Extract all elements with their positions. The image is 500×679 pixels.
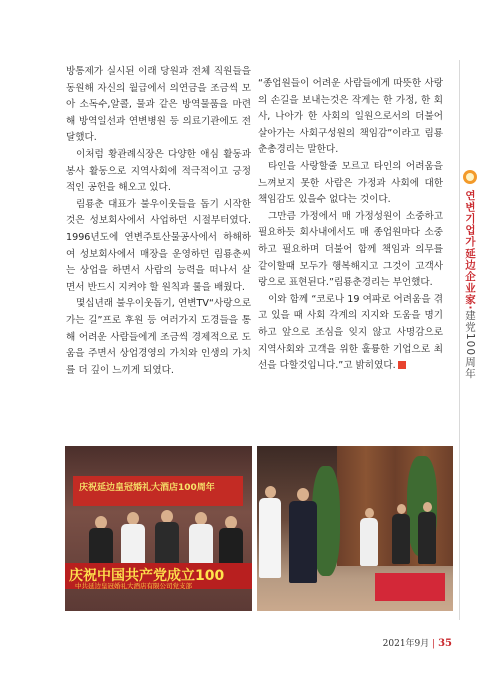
person <box>360 518 378 566</box>
chef <box>259 498 281 578</box>
magazine-logo-icon <box>463 170 477 184</box>
paragraph-last <box>258 292 443 375</box>
paragraph: “종업원들이 어려운 사람들에게 따뜻한 사랑의 손길을 보내는것은 작게는 한 가정, 한 회사, 나아가 한 사회의 일원으로서의 더불어 살아가는 사회구성원의 책임감”이라고 림룡춘총경리는 말한다. <box>258 78 443 156</box>
paragraph: 타인을 사랑할줄 모르고 타인의 어려움을 느껴보지 못한 사람은 가정과 사회에 대한 책임감도 있을수 없다는 것이다. <box>258 160 443 206</box>
sign-text: 庆祝中国共产党成立100 <box>69 568 225 584</box>
person <box>121 524 145 568</box>
person-head <box>397 504 406 514</box>
person <box>155 522 179 568</box>
banner-text: 庆祝延边皇冠婚礼大酒店100周年 <box>79 483 215 493</box>
section-title-chinese: 延边企业家· <box>464 247 476 310</box>
section-subtitle: 建党100周年 <box>464 310 476 380</box>
photo-ceremony <box>65 446 252 611</box>
section-tab <box>456 170 484 380</box>
person-head <box>265 486 276 498</box>
section-title-korean: 연변기업가 <box>464 190 476 248</box>
photo-table <box>375 573 445 601</box>
person <box>189 524 213 568</box>
end-mark-icon <box>398 361 406 369</box>
article-column-right <box>258 76 443 375</box>
paragraph-text: 이와 함께 “코로나 19 여파로 어려움을 겪고 있을 때 사회 각계의 지지와 도움을 명기하고 앞으로 조심을 잊지 않고 사명감으로 지역사회와 고객을 위한 훌륭한 기업으로 최선을 다할것입니다.”고 밝히였다. <box>258 293 443 372</box>
page-number: 35 <box>438 638 452 649</box>
person-head <box>365 508 374 518</box>
photo-backdrop-banner <box>73 476 243 506</box>
speaker <box>289 501 317 583</box>
celebration-sign <box>65 563 252 589</box>
paragraph: 이처럼 황관례식장은 다양한 애심 활동과 봉사 활동으로 지역사회에 적극적이고 긍정적인 공헌을 해오고 있다. <box>66 148 251 194</box>
article-column-left <box>66 64 251 379</box>
person-head <box>423 502 432 512</box>
paragraph: 그만큼 가정에서 매 가정성원이 소중하고 필요하듯 회사내에서도 매 종업원마다 소중하고 필요하며 더불어 함께 책임과 의무를 같이할때 모두가 행복해지고 그것이 고객사랑으로 표현된다.”림룡춘경리는 부언했다. <box>258 210 443 289</box>
paragraph: 방통제가 실시된 이래 당원과 전체 직원들을 동원해 자신의 월급에서 의연금을 조금씩 모아 소독수,알콜, 물과 같은 방역물품을 마련해 방역일선과 연변병원 등 의료기관에도 전달했다. <box>66 66 251 144</box>
sign-subtext: 中共延边皇冠婚礼大酒店有限公司党支部 <box>75 582 192 590</box>
page-footer: 2021年9月 | 35 <box>382 638 452 649</box>
paragraph: 몇십년래 불우이웃돕기, 연변TV“사랑으로 가는 길”프로 후원 등 여러가지 도경들을 통해 어려운 사람들에게 조금씩 경제적으로 도움을 주면서 상업경영의 가치와 인생의 가치를 더 깊이 느끼게 되였다. <box>66 298 251 376</box>
person-head <box>297 488 309 501</box>
paragraph: 림룡춘 대표가 불우이웃들을 돕기 시작한것은 성보회사에서 사업하던 시절부터였다. 1996년도에 연변주토산물공사에서 하해하여 성보회사에서 매장을 운영하던 림룡춘씨는 상업을 하면서 사람의 능력을 떠나서 살면서 반드시 지켜야 할 원칙과 룰을 배웠다. <box>66 198 251 293</box>
person <box>418 512 436 564</box>
person <box>219 528 243 568</box>
photo-speech <box>257 446 453 611</box>
person <box>89 528 113 568</box>
person <box>392 514 410 564</box>
issue-date: 2021年9月 <box>382 639 430 649</box>
